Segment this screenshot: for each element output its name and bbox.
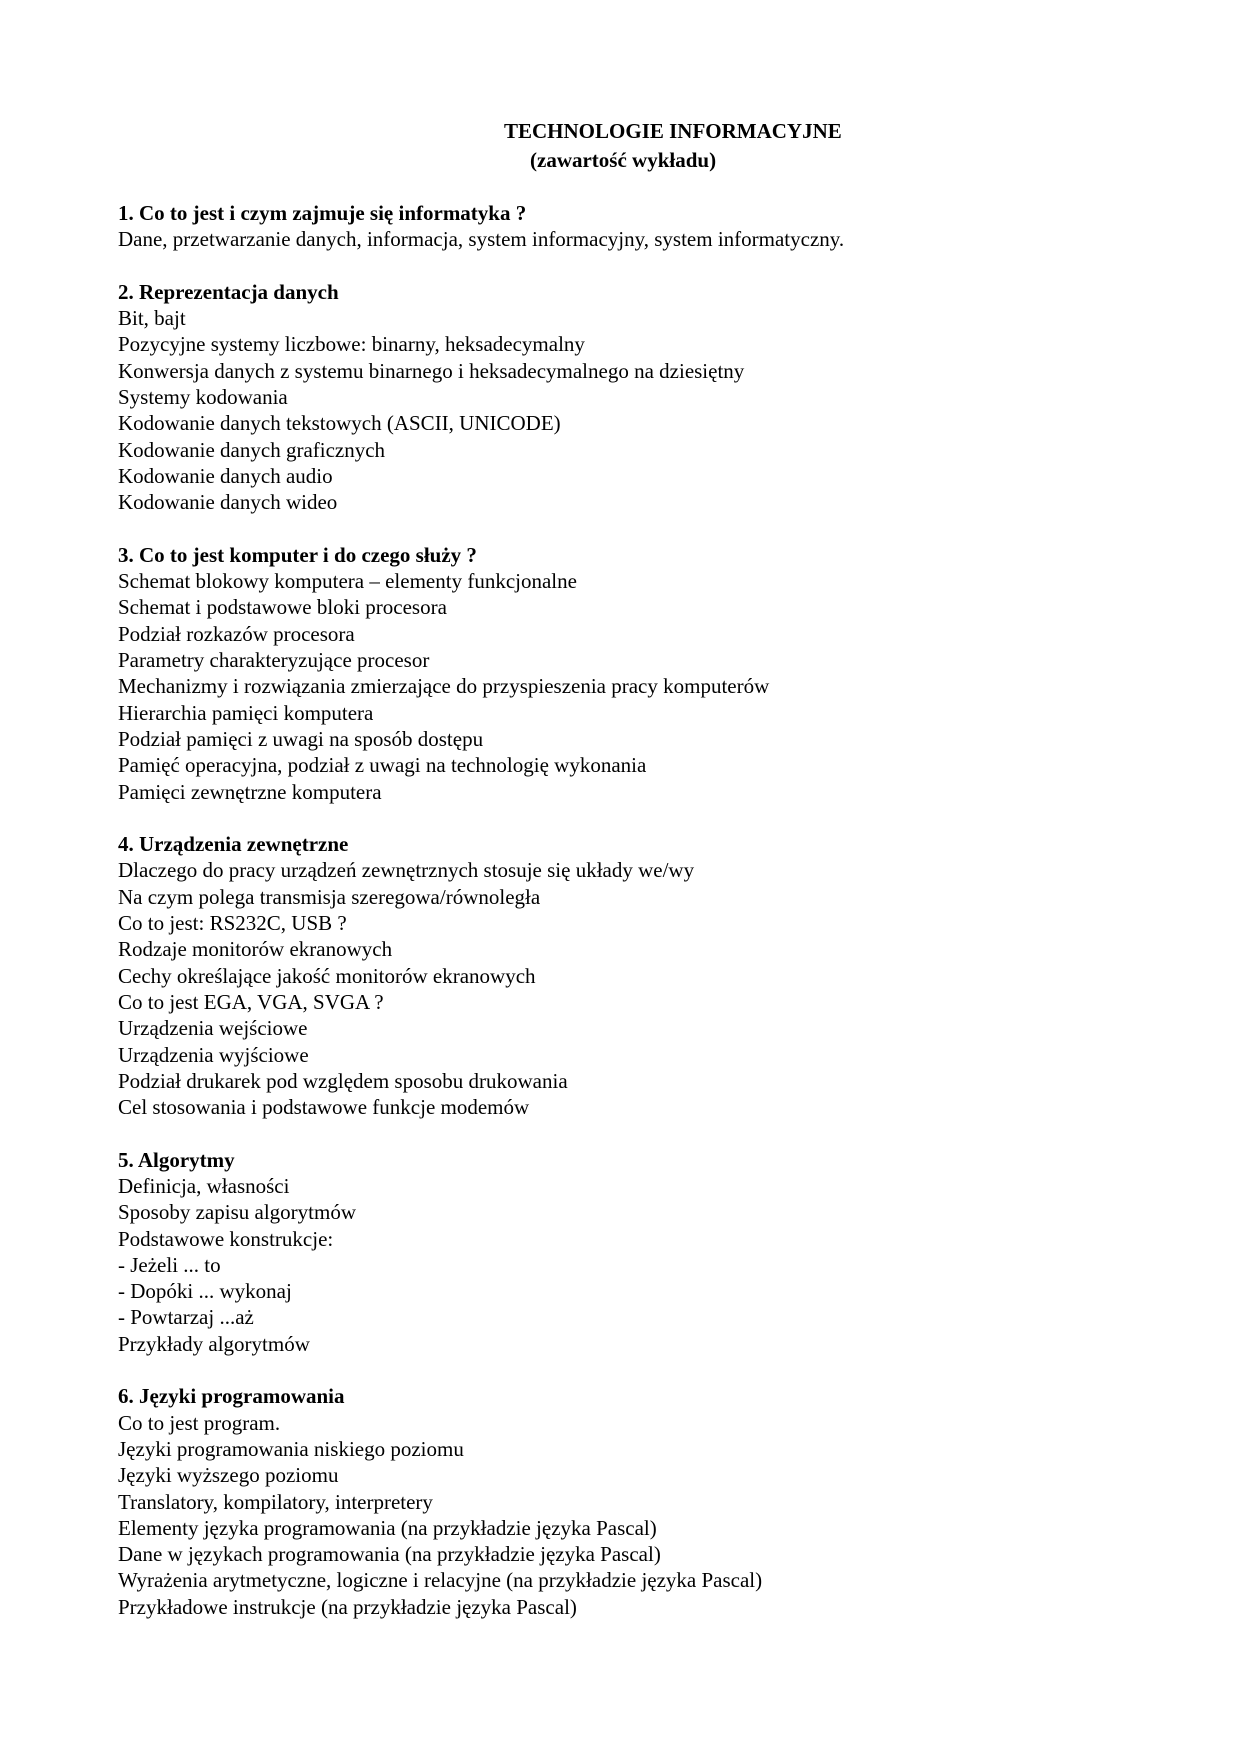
list-item: Konwersja danych z systemu binarnego i heksadecymalnego na dziesiętny [118, 358, 745, 383]
list-item: Schemat i podstawowe bloki procesora [118, 595, 447, 620]
section-heading: 3. Co to jest komputer i do czego służy ? [118, 542, 477, 567]
list-item: - Dopóki ... wykonaj [118, 1279, 292, 1304]
list-item: Kodowanie danych audio [118, 463, 333, 488]
list-item: Przykładowe instrukcje (na przykładzie języka Pascal) [118, 1594, 577, 1619]
list-item: Języki wyższego poziomu [118, 1463, 339, 1488]
list-item: Wyrażenia arytmetyczne, logiczne i relacyjne (na przykładzie języka Pascal) [118, 1568, 763, 1593]
list-item: Na czym polega transmisja szeregowa/równoległa [118, 884, 541, 909]
section-2 [118, 279, 1158, 516]
list-item: Przykłady algorytmów [118, 1331, 310, 1356]
list-item: Sposoby zapisu algorytmów [118, 1200, 356, 1225]
section-items [118, 568, 1158, 805]
list-item: Podział rozkazów procesora [118, 621, 355, 646]
list-item: Podstawowe konstrukcje: [118, 1226, 334, 1251]
list-item: Co to jest program. [118, 1410, 281, 1435]
document-subtitle: (zawartość wykładu) [530, 148, 717, 172]
section-heading: 6. Języki programowania [118, 1384, 345, 1409]
list-item: Definicja, własności [118, 1173, 290, 1198]
section-heading: 5. Algorytmy [118, 1147, 235, 1172]
list-item: Hierarchia pamięci komputera [118, 700, 374, 725]
list-item: Elementy języka programowania (na przykładzie języka Pascal) [118, 1515, 657, 1540]
list-item: Pamięć operacyjna, podział z uwagi na technologię wykonania [118, 753, 647, 778]
section-items [118, 305, 1158, 515]
section-heading: 1. Co to jest i czym zajmuje się informatyka ? [118, 201, 527, 225]
list-item: Co to jest: RS232C, USB ? [118, 911, 347, 936]
section-items [118, 226, 1158, 252]
list-item: Systemy kodowania [118, 385, 288, 410]
section-items [118, 1173, 1158, 1357]
list-item: Kodowanie danych graficznych [118, 437, 386, 462]
list-item: Translatory, kompilatory, interpretery [118, 1489, 433, 1514]
list-item: Podział pamięci z uwagi na sposób dostępu [118, 726, 484, 751]
list-item: Bit, bajt [118, 306, 186, 331]
list-item: Cechy określające jakość monitorów ekranowych [118, 963, 536, 988]
list-item: - Jeżeli ... to [118, 1252, 221, 1277]
list-item: Urządzenia wyjściowe [118, 1042, 309, 1067]
section-3 [118, 542, 1158, 805]
list-item: Kodowanie danych tekstowych (ASCII, UNICODE) [118, 411, 561, 436]
section-6 [118, 1383, 1158, 1620]
list-item: Dlaczego do pracy urządzeń zewnętrznych stosuje się układy we/wy [118, 858, 695, 883]
list-item: - Powtarzaj ...aż [118, 1305, 254, 1330]
list-item: Dane, przetwarzanie danych, informacja, system informacyjny, system informatyczny. [118, 227, 845, 252]
list-item: Pozycyjne systemy liczbowe: binarny, heksadecymalny [118, 332, 585, 357]
list-item: Kodowanie danych wideo [118, 490, 338, 515]
section-1 [118, 200, 1158, 253]
list-item: Podział drukarek pod względem sposobu drukowania [118, 1068, 568, 1093]
list-item: Rodzaje monitorów ekranowych [118, 937, 393, 962]
document-title: TECHNOLOGIE INFORMACYJNE [504, 119, 842, 143]
section-4 [118, 831, 1158, 1120]
list-item: Mechanizmy i rozwiązania zmierzające do przyspieszenia pracy komputerów [118, 674, 770, 699]
section-heading: 4. Urządzenia zewnętrzne [118, 832, 349, 857]
list-item: Języki programowania niskiego poziomu [118, 1436, 464, 1461]
section-heading: 2. Reprezentacja danych [118, 279, 339, 304]
list-item: Schemat blokowy komputera – elementy funkcjonalne [118, 569, 577, 594]
list-item: Cel stosowania i podstawowe funkcje modemów [118, 1095, 530, 1120]
section-items [118, 857, 1158, 1120]
document-content [118, 200, 1158, 1646]
list-item: Urządzenia wejściowe [118, 1016, 308, 1041]
list-item: Co to jest EGA, VGA, SVGA ? [118, 989, 384, 1014]
list-item: Pamięci zewnętrzne komputera [118, 779, 382, 804]
section-5 [118, 1147, 1158, 1357]
section-items [118, 1410, 1158, 1620]
list-item: Dane w językach programowania (na przykładzie języka Pascal) [118, 1542, 661, 1567]
list-item: Parametry charakteryzujące procesor [118, 648, 430, 673]
